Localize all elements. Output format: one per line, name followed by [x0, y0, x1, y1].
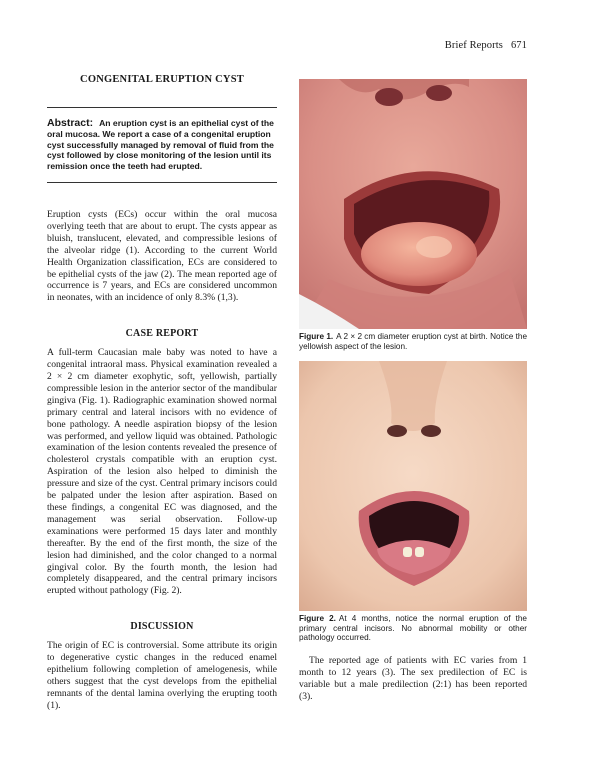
- article-title: CONGENITAL ERUPTION CYST: [80, 74, 244, 85]
- intro-paragraph: Eruption cysts (ECs) occur within the oral mucosa overlying teeth that are about to erupt. The cysts appear as bluish, translucent, elevated, and compressible lesions of the alveolar ridge (1). According to the current World Health Organization classification, ECs are considered to be epithelial cysts of the jaw (2). The mean reported age of occurrence is 7 years, and ECs are considered uncommon in neonates, with an incidence of only 8.3% (1,3).: [47, 208, 277, 304]
- abstract-label: Abstract:: [47, 117, 94, 129]
- page-number: 671: [510, 40, 527, 51]
- figure-1-caption: [299, 332, 527, 351]
- figure-2-caption: [299, 614, 527, 643]
- abstract-box: [47, 107, 277, 183]
- discussion-heading: DISCUSSION: [130, 621, 194, 633]
- figure-1-photo: [299, 79, 527, 329]
- left-column: [47, 74, 277, 712]
- running-header: [445, 40, 527, 51]
- right-column: [299, 79, 527, 703]
- figure-1-label: Figure 1.: [299, 332, 334, 341]
- discussion-paragraph: The origin of EC is controversial. Some attribute its origin to degenerative cystic changes in the reduced enamel epithelium following completion of amelogenesis, while others suggest that the cyst develops from the epithelial remnants of the dental lamina overlying the erupting tooth (1).: [47, 640, 277, 711]
- running-title: Brief Reports: [444, 40, 503, 51]
- figure-1-text: A 2 × 2 cm diameter eruption cyst at birth. Notice the yellowish aspect of the lesion.: [299, 332, 528, 351]
- abstract-text: An eruption cyst is an epithelial cyst of the oral mucosa. We report a case of a congenital eruption cyst successfully managed by removal of fluid from the cyst followed by close monitoring of the lesion until its remission once the teeth had erupted.: [47, 118, 274, 172]
- right-paragraph: The reported age of patients with EC varies from 1 month to 12 years (3). The sex predilection of EC is variable but a male predilection (2:1) has been reported (3).: [299, 654, 527, 702]
- figure-2-text: At 4 months, notice the normal eruption of the primary central incisors. No abnormal mobility or other pathology occurred.: [299, 614, 527, 643]
- case-report-heading: CASE REPORT: [125, 328, 199, 340]
- figure-2-label: Figure 2.: [299, 614, 336, 624]
- case-report-paragraph: A full-term Caucasian male baby was noted to have a congenital intraoral mass. Physical examination revealed a 2 × 2 cm diameter exophytic, soft, yellowish, partially compressible lesion in the anterior sector of the mandibular gingiva (Fig. 1). Radiographic examination showed normal primary central and lateral incisors with no evidence of bone pathology. A needle aspiration biopsy of the lesion was performed, and yellow liquid was obtained. Pathologic examination of the lesion contents revealed the presence of cholesterol crystals compatible with an eruption cyst. Aspiration of the lesion also helped to diminish the pressure and size of the cyst. Central primary incisors could be palpated under the lesion after aspiration. Based on these findings, a congenital EC was diagnosed, and the management was serial observation. Follow-up examinations were performed 15 days later and monthly thereafter. By the end of the first month, the size of the lesion had diminished, and the color changed to a normal gingival color. By the fourth month, the lesion had completely disappeared, and the central primary incisors erupted without pathology (Fig. 2).: [47, 347, 277, 597]
- figure-2-photo: [299, 361, 527, 611]
